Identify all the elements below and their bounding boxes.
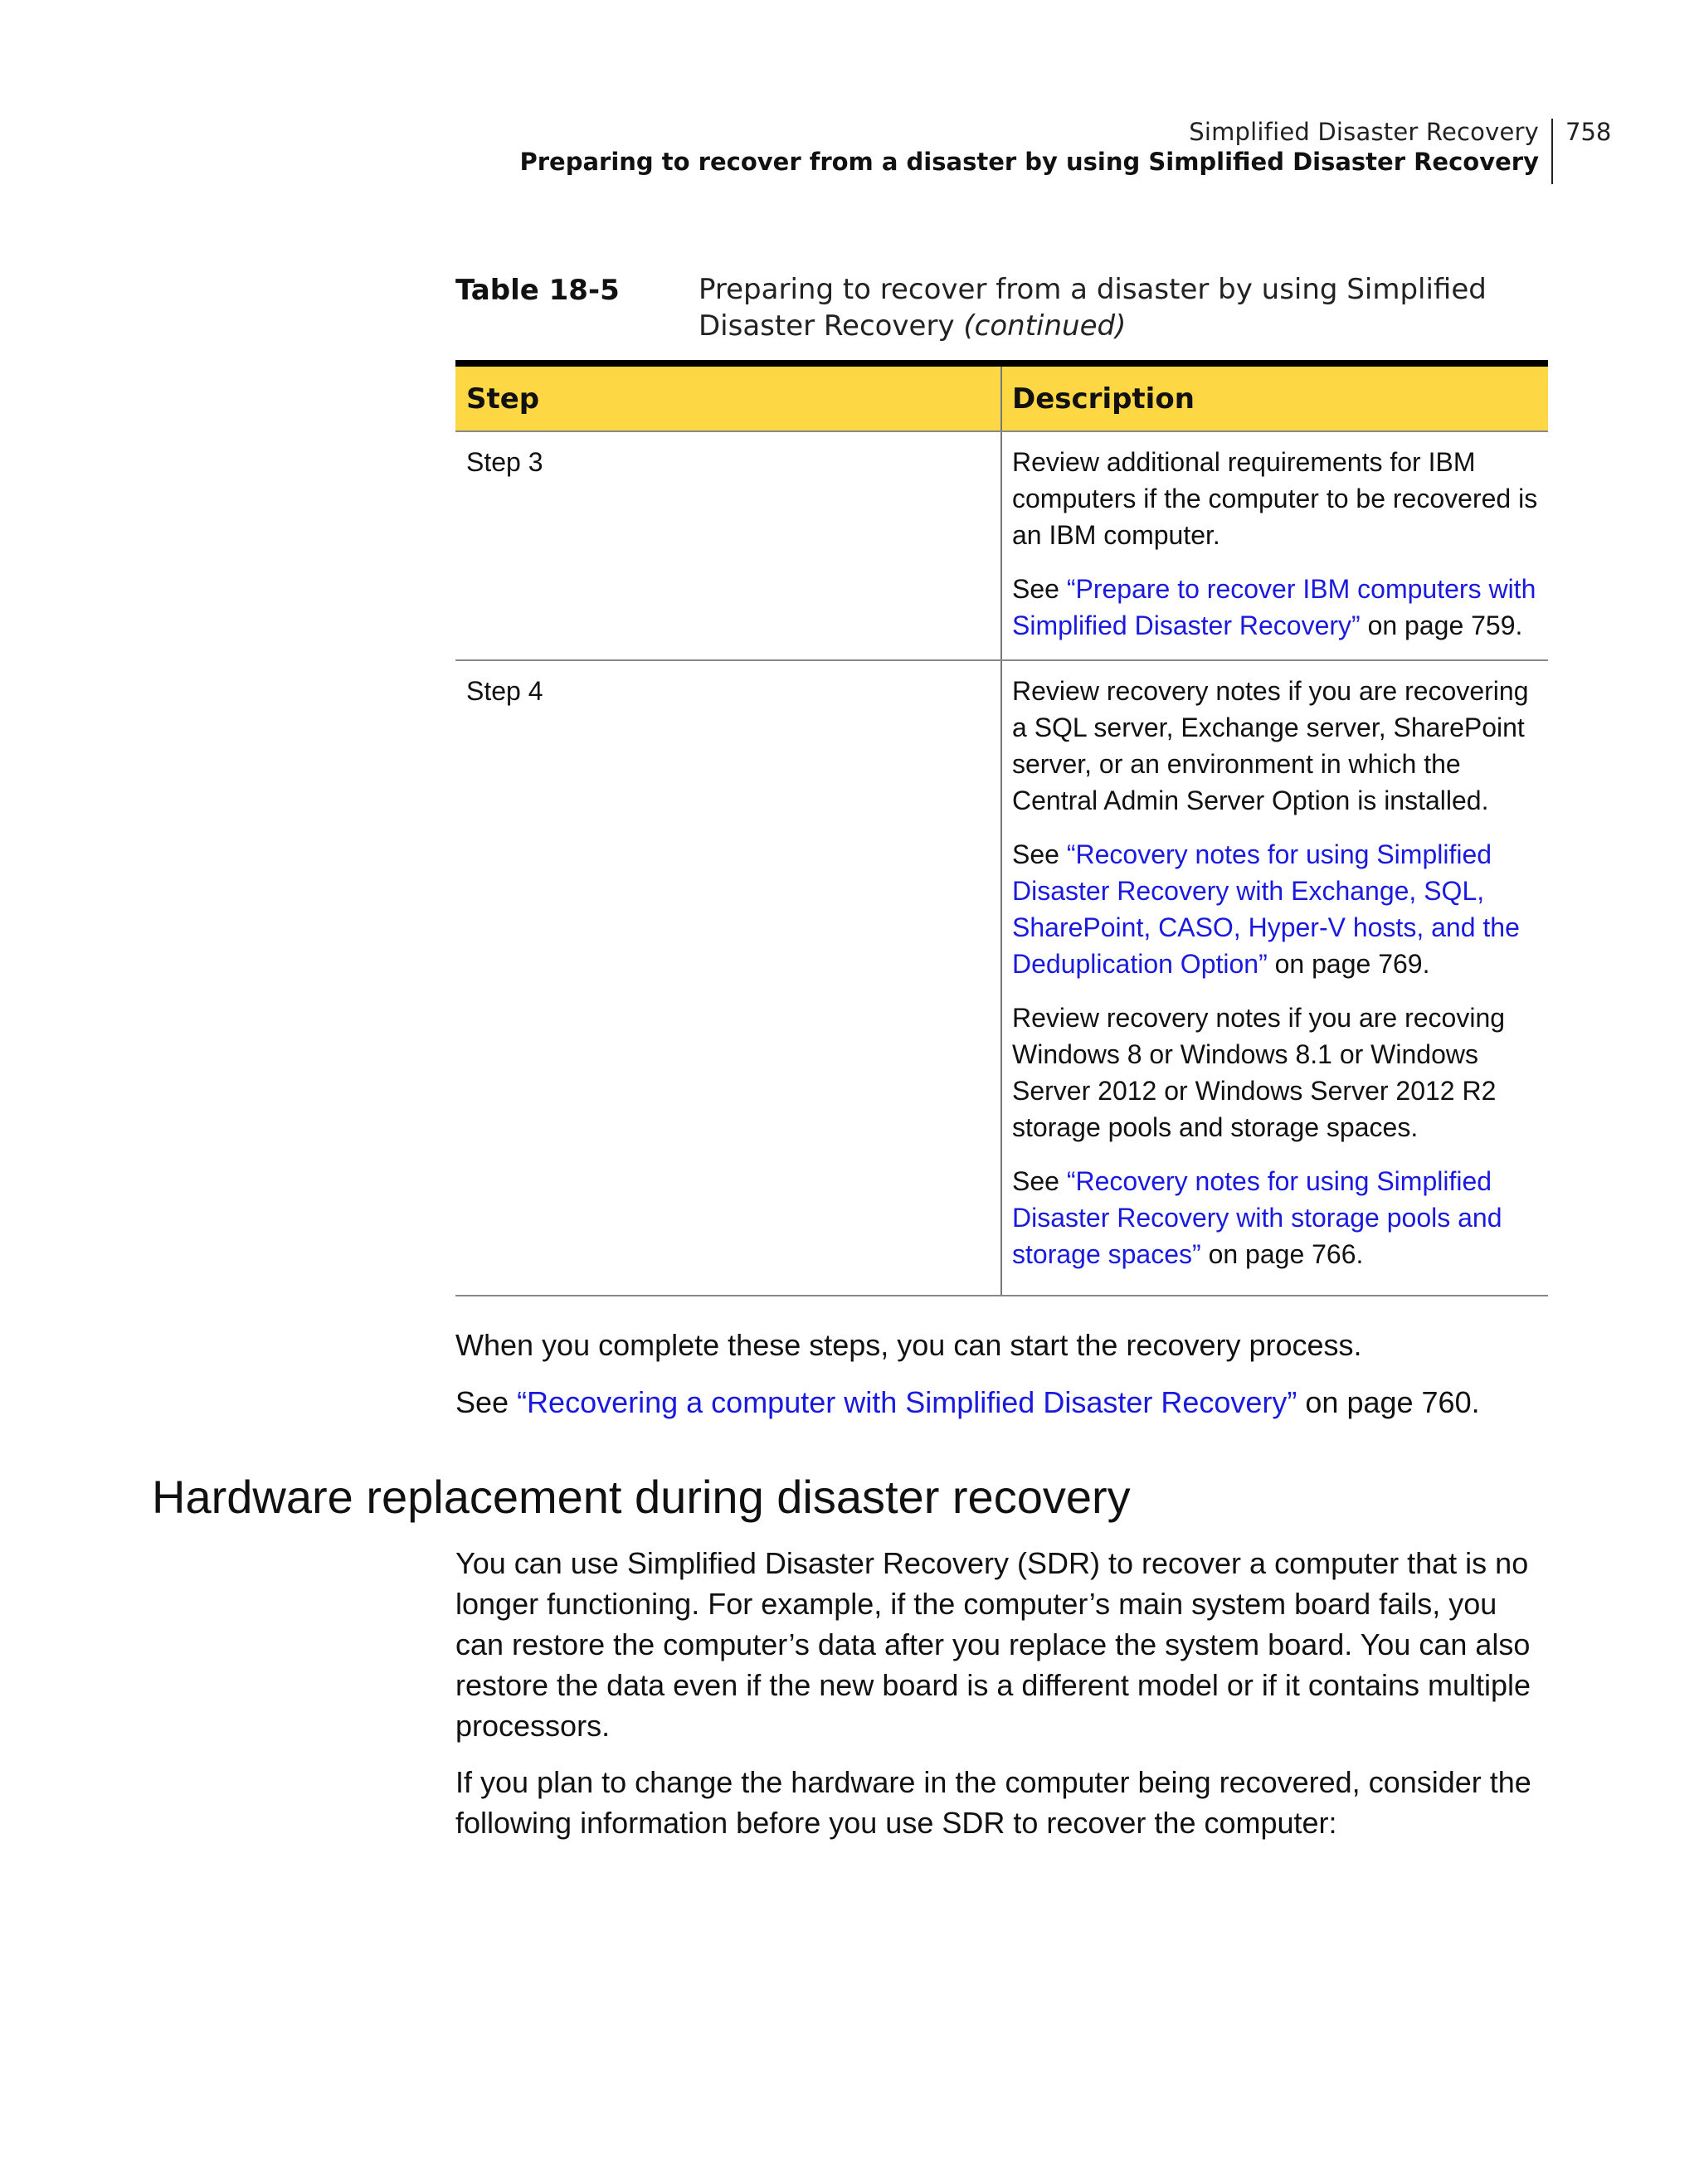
cross-reference-link[interactable]: “Recovering a computer with Simplified Disaster Recovery” (517, 1385, 1297, 1419)
table-title-text: Preparing to recover from a disaster by using Simplified Disaster Recovery (699, 273, 1487, 343)
table-row-step-4-description (1012, 673, 1543, 1290)
table-bottom-rule (455, 1295, 1548, 1296)
section-paragraph: If you plan to change the hardware in the computer being recovered, consider the following information before you use SDR to recover the computer: (455, 1765, 1531, 1840)
table-row-step-3-label: Step 3 (466, 447, 543, 477)
page-reference: on page 769. (1267, 949, 1430, 979)
completion-paragraph: When you complete these steps, you can start the recovery process. (455, 1328, 1362, 1362)
description-paragraph: Review recovery notes if you are recovering a SQL server, Exchange server, SharePoint server, or an environment in which the Central Admin Server Option is installed. (1012, 676, 1529, 815)
header-divider (1551, 119, 1553, 184)
page-reference: on page 766. (1200, 1239, 1364, 1269)
table-row-step-3-description (1012, 444, 1543, 661)
section-heading: Hardware replacement during disaster recovery (152, 1471, 1131, 1523)
see-prefix: See (455, 1385, 518, 1419)
column-header-description: Description (1001, 367, 1548, 431)
column-divider (1000, 367, 1002, 1296)
page-reference: on page 760. (1297, 1385, 1480, 1419)
table-number: Table 18-5 (455, 274, 620, 307)
table-title-continued: (continued) (963, 309, 1127, 343)
see-prefix: See (1012, 574, 1067, 604)
running-header-section: Preparing to recover from a disaster by using Simplified Disaster Recovery (519, 148, 1539, 176)
header-bottom-rule (455, 430, 1548, 432)
table-top-rule (455, 360, 1548, 367)
cross-reference-link[interactable]: “Recovery notes for using Simplified Disaster Recovery with Exchange, SQL, SharePoint, CASO, Hyper-V hosts, and the Deduplication Option” (1012, 839, 1520, 979)
page-reference: on page 759. (1360, 610, 1523, 640)
table-title (699, 271, 1561, 344)
cross-reference-link[interactable]: “Prepare to recover IBM computers with Simplified Disaster Recovery” (1012, 574, 1536, 640)
see-reference (1012, 1163, 1543, 1272)
description-paragraph: Review additional requirements for IBM computers if the computer to be recovered is an IBM computer. (1012, 447, 1538, 550)
cross-reference-link[interactable]: “Recovery notes for using Simplified Disaster Recovery with storage pools and storage spaces” (1012, 1166, 1502, 1269)
see-reference (1012, 836, 1543, 982)
description-paragraph: Review recovery notes if you are recoving Windows 8 or Windows 8.1 or Windows Server 2012 or Windows Server 2012 R2 storage pools and storage spaces. (1012, 1003, 1506, 1142)
page-number: 758 (1565, 118, 1612, 146)
see-prefix: See (1012, 1166, 1067, 1196)
section-paragraph: You can use Simplified Disaster Recovery (SDR) to recover a computer that is no longer functioning. For example, if the computer’s main system board fails, you can restore the computer’s data after you replace the system board. You can also restore the data even if the new board is a different model or if it contains multiple processors. (455, 1546, 1531, 1743)
see-reference (455, 1382, 1551, 1423)
see-reference (1012, 571, 1543, 644)
see-prefix: See (1012, 839, 1067, 869)
column-header-step: Step (455, 367, 1001, 431)
running-header-chapter: Simplified Disaster Recovery (1189, 118, 1539, 146)
table-row-step-4-label: Step 4 (466, 676, 543, 706)
